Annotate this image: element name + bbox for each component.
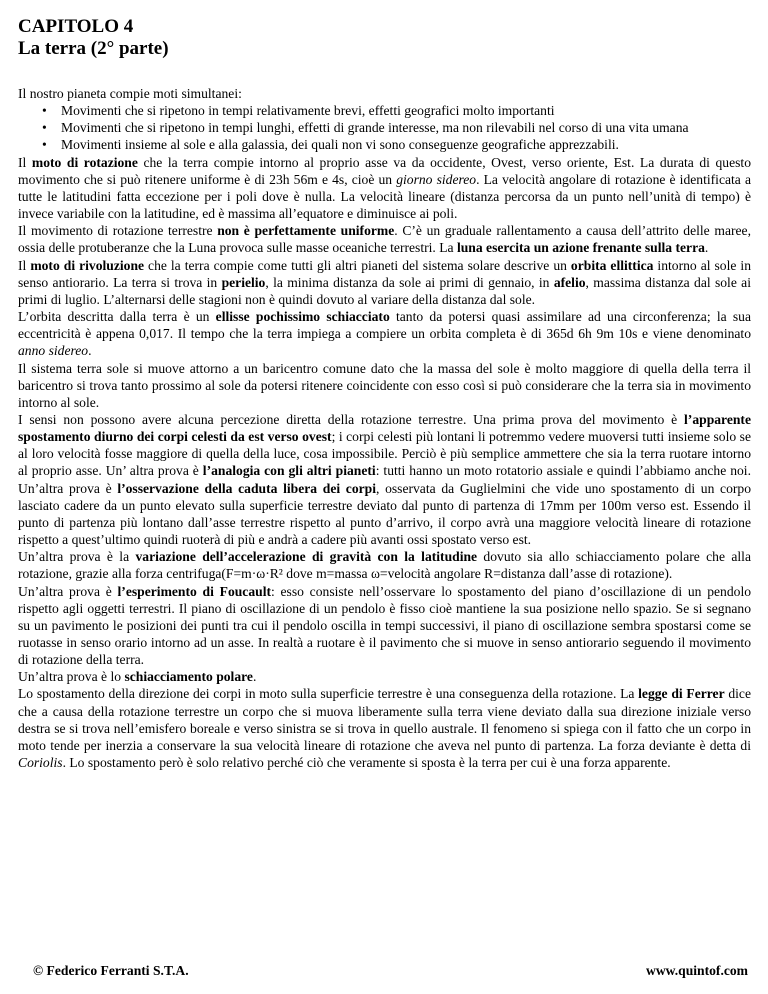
- text-run: L’orbita descritta dalla terra è un: [18, 309, 216, 325]
- intro-paragraph: Il nostro pianeta compie moti simultanei:: [18, 86, 242, 101]
- text-run: . Lo spostamento però è solo relativo perché ciò che veramente si sposta è la terra per cui è una forza apparente.: [62, 755, 671, 771]
- footer-website: www.quintof.com: [646, 963, 748, 978]
- paragraph-gravity: [18, 548, 751, 582]
- text-run: , massima distanza dal sole ai primi di luglio. L’alternarsi delle stagioni non è quindi dovuto al variare della distanza dal sole.: [18, 274, 751, 307]
- bold-term: variazione dell’accelerazione di gravità con la latitudine: [135, 549, 478, 565]
- text-run: Il: [18, 257, 31, 273]
- text-run: . C’è un graduale rallentamento a causa dell’attrito delle maree, ossia delle protuberanze che la Luna provoca sulle masse oceaniche terrestri. La: [18, 223, 751, 256]
- bold-term: moto di rivoluzione: [30, 257, 145, 273]
- paragraph-orbit: [18, 308, 751, 359]
- bold-term: orbita ellittica: [570, 257, 654, 273]
- text-run: dovuto sia allo schiacciamento polare che alla rotazione, grazie alla forza centrifuga(F=m·ω·R² dove m=massa ω=velocità angolare R=distanza dall’asse di rotazione).: [18, 549, 751, 582]
- italic-term: giorno sidereo: [396, 171, 477, 187]
- paragraph-barycenter: Il sistema terra sole si muove attorno a un baricentro comune dato che la massa del sole è molto maggiore di quella della terra il baricentro si trova tanto prossimo al sole da potersi ritenere coincidente con esso così si può considerare che la terra sia in movimento intorno al sole.: [18, 360, 751, 410]
- text-run: Lo spostamento della direzione dei corpi in moto sulla superficie terrestre è una conseguenza della rotazione. La: [18, 686, 639, 702]
- chapter-title: La terra (2° parte): [18, 38, 169, 59]
- document-body: [18, 85, 751, 771]
- bold-term: moto di rotazione: [31, 154, 138, 170]
- italic-term: anno sidereo: [18, 343, 89, 359]
- text-run: ; i corpi celesti più lontani li potremmo vedere muoversi tutti insieme solo se al loro velocità fosse maggiore di quella della luce, cosa impossibile. Perciò è più semplice ammettere che sia la terra ruotare intorno al proprio asse. Un’ altra prova è: [18, 429, 752, 479]
- text-run: . La velocità angolare di rotazione è identificata a tutte le latitudini fatta eccezione per i poli dove è nulla. La velocità lineare (distanza percorsa da un punto nell’unità di tempo) è invece variabile con la latitudine, ed è massima all’equatore e diminuisce ai poli.: [18, 171, 751, 222]
- text-run: I sensi non possono avere alcuna percezione diretta della rotazione terrestre. Una prima prova del movimento è: [18, 411, 685, 427]
- list-item: • Movimenti che si ripetono in tempi relativamente brevi, effetti geografici molto importanti: [61, 102, 751, 119]
- text-run: : esso consiste nell’osservare lo spostamento del piano d’oscillazione di un pendolo rispetto agli oggetti terrestri. Il piano di oscillazione di un pendolo è fisso cioè mantiene la sua posizione nello spazio. Se si segnano su un pavimento le posizioni dei punti tra cui il pendolo oscilla in tempi successivi, il piano di oscillazione sembra spostarsi come se ruotasse in senso orario intorno ad un asse. In realtà a ruotare è il pavimento che si muove in senso antiorario seguendo il movimento di rotazione della terra.: [18, 583, 752, 668]
- text-run: .: [252, 669, 257, 685]
- bold-term: l’analogia con gli altri pianeti: [202, 463, 376, 479]
- bold-term: l’osservazione della caduta libera dei corpi: [117, 480, 376, 496]
- bold-term: l’esperimento di Foucault: [117, 583, 271, 599]
- bold-term: afelio: [553, 274, 586, 290]
- text-run: Un’altra prova è lo: [18, 669, 125, 685]
- text-run: .: [704, 240, 709, 256]
- paragraph-ferrer: [18, 685, 751, 771]
- text-run: Un’altra prova è: [18, 583, 118, 599]
- motion-list: [18, 102, 751, 153]
- bold-term: perielio: [221, 274, 266, 290]
- paragraph-rotation-uniformity: [18, 222, 751, 256]
- paragraph-foucault: [18, 583, 751, 669]
- list-item: • Movimenti che si ripetono in tempi lunghi, effetti di grande interesse, ma non rilevabili nel corso di una vita umana: [61, 119, 751, 136]
- bold-term: luna esercita un azione frenante sulla terra: [456, 240, 705, 256]
- paragraph-polar-flattening: [18, 668, 751, 685]
- footer-author: © Federico Ferranti S.T.A.: [33, 963, 189, 978]
- bold-term: legge di Ferrer: [638, 686, 725, 702]
- text-run: , la minima distanza da sole ai primi di gennaio, in: [265, 274, 554, 290]
- text-run: che la terra compie come tutti gli altri pianeti del sistema solare descrive un: [144, 257, 571, 273]
- paragraph-revolution: [18, 257, 751, 308]
- text-run: che la terra compie intorno al proprio asse va da occidente, Ovest, verso oriente, Est. La durata di questo movimento che si può ritenere uniforme è di 23h 56m e 4s, cioè un: [18, 154, 751, 187]
- italic-term: Coriolis: [18, 755, 63, 771]
- text-run: Il movimento di rotazione terrestre: [18, 223, 218, 239]
- text-run: .: [88, 343, 92, 359]
- paragraph-proofs: [18, 411, 751, 548]
- document-page: [18, 16, 751, 771]
- text-run: intorno al sole in senso antiorario. La terra si trova in: [18, 257, 751, 290]
- bold-term: non è perfettamente uniforme: [217, 223, 395, 239]
- text-run: Il: [18, 154, 32, 170]
- list-item: • Movimenti insieme al sole e alla galassia, dei quali non vi sono conseguenze geografiche apprezzabili.: [61, 136, 751, 153]
- text-run: : tutti hanno un moto rotatorio assiale e quindi l’abbiamo anche noi. Un’altra prova è: [18, 463, 751, 496]
- paragraph-rotation: [18, 154, 751, 223]
- text-run: dice che a causa della rotazione terrestre un corpo che si muova liberamente sulla terra viene deviato dalla sua direzione iniziale verso destra se si trova nell’emisfero boreale e verso sinistra se si trova in quello australe. Il fenomeno si spiega con il fatto che un corpo in moto tende per inerzia a conservare la sua velocità lineare di rotazione che aveva nel punto di partenza. La forza deviante è detta di: [18, 686, 751, 753]
- text-run: Un’altra prova è la: [18, 549, 136, 565]
- text-run: , osservata da Guglielmini che vide uno spostamento di un corpo lasciato cadere da un punto elevato sulla superficie terrestre deviato dal punto di partenza di 17mm per 100m verso est. Essendo il punto di partenza più lontano dall’asse terrestre rispetto al punto d’arrivo, il corpo avrà una maggiore velocità lineare di rotazione rispetto a quest’ultimo quindi ruoterà di più e andrà a cadere più avanti ossi spostato verso est.: [18, 480, 751, 548]
- bold-term: ellisse pochissimo schiacciato: [215, 309, 390, 325]
- bold-term: schiacciamento polare: [124, 669, 253, 685]
- text-run: tanto da potersi quasi assimilare ad una circonferenza; la sua eccentricità è appena 0,017. Il tempo che la terra impiega a compiere un orbita completa è di 365d 6h 9m 10s e viene denominato: [18, 309, 751, 342]
- bold-term: l’apparente spostamento diurno dei corpi celesti da est verso ovest: [18, 411, 751, 445]
- chapter-number: CAPITOLO 4: [18, 16, 134, 37]
